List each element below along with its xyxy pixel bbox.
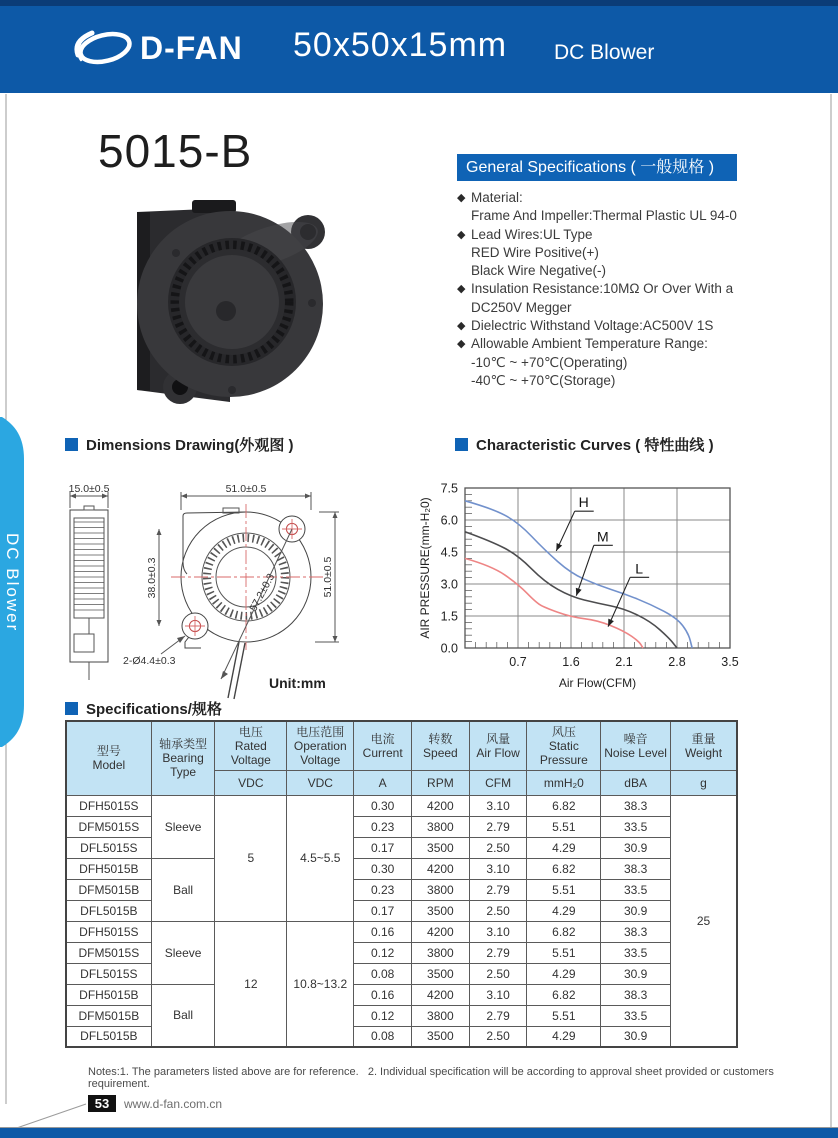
characteristic-curves-chart xyxy=(415,452,785,697)
table-row: DFM5015B 0.12 3800 2.79 5.51 33.5 xyxy=(66,1005,737,1026)
range-cell: 10.8~13.2 xyxy=(287,921,354,1047)
col-header-model: 型号 Model xyxy=(66,721,151,795)
col-header-rated-voltage: 电压 Rated Voltage xyxy=(215,721,287,770)
col-header-speed: 转数 Speed xyxy=(412,721,470,770)
svg-text:Air Flow(CFM): Air Flow(CFM) xyxy=(558,676,637,690)
side-tab-label: DC Blower xyxy=(3,532,22,633)
dim-diagonal: 57.2±0.3 xyxy=(247,571,278,614)
spec-item: ◆ Material: xyxy=(457,190,523,205)
spec-table xyxy=(65,720,738,1048)
spec-table-title: Specifications/规格 xyxy=(86,701,222,718)
col-header-weight: 重量 Weight xyxy=(671,721,737,770)
voltage-cell: 12 xyxy=(215,921,287,1047)
col-header-noise: 噪音 Noise Level xyxy=(601,721,671,770)
unit-current: A xyxy=(354,770,412,795)
dimensions-title: Dimensions Drawing(外观图 ) xyxy=(86,437,294,454)
product-photo xyxy=(80,190,330,405)
bearing-cell: Sleeve xyxy=(151,921,215,984)
svg-text:0.7: 0.7 xyxy=(509,655,527,669)
general-specs-list xyxy=(457,189,787,390)
dim-depth: 15.0±0.5 xyxy=(68,483,110,495)
svg-text:3.5: 3.5 xyxy=(721,655,739,669)
unit-speed: RPM xyxy=(412,770,470,795)
spec-section-header xyxy=(65,698,222,719)
table-row: DFM5015B 0.23 3800 2.79 5.51 33.5 xyxy=(66,879,737,900)
svg-text:6.0: 6.0 xyxy=(440,513,458,528)
table-row: DFH5015S Sleeve 12 10.8~13.2 0.16 4200 3.10 6.82 38.3 xyxy=(66,921,737,942)
dim-width: 51.0±0.5 xyxy=(225,483,267,495)
blue-square-icon xyxy=(65,702,78,715)
bearing-cell: Sleeve xyxy=(151,795,215,858)
voltage-cell: 5 xyxy=(215,795,287,921)
notes-text: Notes:1. The parameters listed above are for reference. 2. Individual specification will be according to approval sheet provided or customers requirement. xyxy=(88,1066,777,1090)
brand-name: D-FAN xyxy=(140,29,243,66)
svg-text:L: L xyxy=(635,560,644,577)
table-row: DFL5015B 0.08 3500 2.50 4.29 30.9 xyxy=(66,1026,737,1047)
svg-text:M: M xyxy=(596,528,609,545)
dim-holes: 2-Ø4.4±0.3 xyxy=(123,655,176,667)
table-row: DFL5015S 0.17 3500 2.50 4.29 30.9 xyxy=(66,837,737,858)
bearing-cell: Ball xyxy=(151,984,215,1047)
website-link[interactable]: www.d-fan.com.cn xyxy=(124,1097,223,1111)
spec-item: Black Wire Negative(-) xyxy=(471,263,607,279)
table-row: DFM5015S 0.12 3800 2.79 5.51 33.5 xyxy=(66,942,737,963)
unit-airflow: CFM xyxy=(469,770,527,795)
table-row: DFL5015S 0.08 3500 2.50 4.29 30.9 xyxy=(66,963,737,984)
col-header-operation-voltage: 电压范围 Operation Voltage xyxy=(287,721,354,770)
table-row: DFM5015S 0.23 3800 2.79 5.51 33.5 xyxy=(66,816,737,837)
dfan-swoosh-icon xyxy=(72,26,134,70)
spec-item: DC250V Megger xyxy=(471,299,572,315)
unit-rated: VDC xyxy=(215,770,287,795)
blue-square-icon xyxy=(65,438,78,451)
model-title: 5015-B xyxy=(98,125,253,177)
svg-text:2.8: 2.8 xyxy=(668,655,686,669)
spec-item: ◆ Dielectric Withstand Voltage:AC500V 1S xyxy=(457,318,714,334)
dim-unit: Unit:mm xyxy=(269,675,326,691)
curves-title: Characteristic Curves ( 特性曲线 ) xyxy=(476,437,714,454)
header-top-edge xyxy=(0,0,838,6)
table-row: DFL5015B 0.17 3500 2.50 4.29 30.9 xyxy=(66,900,737,921)
weight-cell: 25 xyxy=(671,795,737,1047)
unit-weight: g xyxy=(671,770,737,795)
spec-item: ◆ Lead Wires:UL Type xyxy=(457,226,593,242)
svg-text:AIR PRESSURE(mm-H₂0): AIR PRESSURE(mm-H₂0) xyxy=(418,497,432,639)
table-row: DFH5015B Ball 0.30 4200 3.10 6.82 38.3 xyxy=(66,858,737,879)
spec-item: -10℃ ~ +70℃(Operating) xyxy=(471,354,628,370)
svg-text:0.0: 0.0 xyxy=(440,641,458,656)
col-header-bearing: 轴承类型 Bearing Type xyxy=(151,721,215,795)
range-cell: 4.5~5.5 xyxy=(287,795,354,921)
svg-text:2.1: 2.1 xyxy=(615,655,633,669)
svg-text:1.5: 1.5 xyxy=(440,609,458,624)
front-view xyxy=(123,483,339,699)
product-size-title: 50x50x15mm xyxy=(293,26,508,64)
header-band xyxy=(0,0,838,93)
unit-pressure: mmH₂0 xyxy=(527,770,601,795)
spec-item: ◆ Insulation Resistance:10MΩ Or Over With a xyxy=(457,281,734,297)
unit-noise: dBA xyxy=(601,770,671,795)
table-row: DFH5015B Ball 0.16 4200 3.10 6.82 38.3 xyxy=(66,984,737,1005)
dim-bolt-span: 38.0±0.3 xyxy=(146,557,158,599)
page-number: 53 xyxy=(88,1095,116,1112)
spec-item: -40℃ ~ +70℃(Storage) xyxy=(471,372,616,388)
dimensions-drawing xyxy=(56,456,448,706)
dimensions-section-header xyxy=(65,434,294,455)
side-view xyxy=(69,483,110,680)
svg-text:4.5: 4.5 xyxy=(440,545,458,560)
unit-range: VDC xyxy=(287,770,354,795)
svg-text:7.5: 7.5 xyxy=(440,481,458,496)
general-specs-header: General Specifications ( 一般规格 ) xyxy=(457,154,737,181)
side-tab-dc-blower xyxy=(0,415,26,750)
blue-square-icon xyxy=(455,438,468,451)
spec-item: Frame And Impeller:Thermal Plastic UL 94-0 xyxy=(471,208,737,224)
svg-text:3.0: 3.0 xyxy=(440,577,458,592)
dim-height: 51.0±0.5 xyxy=(322,556,334,598)
col-header-pressure: 风压 Static Pressure xyxy=(527,721,601,770)
brand-logo xyxy=(72,26,243,70)
col-header-airflow: 风量 Air Flow xyxy=(469,721,527,770)
col-header-current: 电流 Current xyxy=(354,721,412,770)
bearing-cell: Ball xyxy=(151,858,215,921)
spec-item: ◆ Allowable Ambient Temperature Range: xyxy=(457,336,708,352)
svg-text:H: H xyxy=(578,494,589,511)
svg-text:1.6: 1.6 xyxy=(562,655,580,669)
spec-item: RED Wire Positive(+) xyxy=(471,244,599,260)
product-category-title: DC Blower xyxy=(554,41,655,64)
table-row: DFH5015S Sleeve 5 4.5~5.5 0.30 4200 3.10 6.82 38.3 25 xyxy=(66,795,737,816)
bottom-band xyxy=(0,1127,838,1138)
